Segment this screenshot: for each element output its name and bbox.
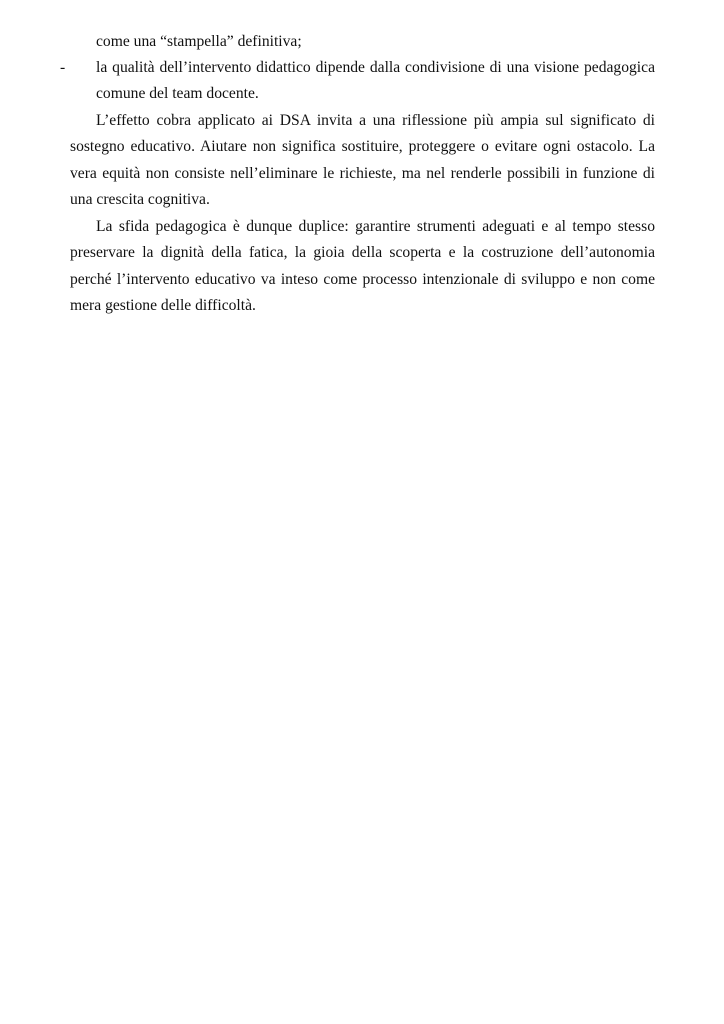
paragraph-line: sostegno educativo. Aiutare non significa sostituire, proteggere o evitare ogni ostacolo. La	[70, 138, 655, 155]
paragraph-line: La sfida pedagogica è dunque duplice: garantire strumenti adeguati e al tempo stesso	[96, 218, 655, 235]
bullet-marker: -	[60, 59, 66, 76]
paragraph-line: perché l’intervento educativo va inteso come processo intenzionale di sviluppo e non come	[70, 271, 655, 288]
paragraph-line: preservare la dignità della fatica, la gioia della scoperta e la costruzione dell’autonomia	[70, 244, 655, 261]
paragraph-line: vera equità non consiste nell’eliminare le richieste, ma nel renderle possibili in funzione di	[70, 165, 655, 182]
paragraph-line: mera gestione delle difficoltà.	[70, 297, 256, 314]
paragraph-line: una crescita cognitiva.	[70, 191, 210, 208]
list-item-continuation: come una “stampella” definitiva;	[96, 33, 302, 50]
list-item-line: la qualità dell’intervento didattico dipende dalla condivisione di una visione pedagogica	[96, 59, 655, 76]
list-item-line: comune del team docente.	[96, 85, 259, 102]
paragraph-line: L’effetto cobra applicato ai DSA invita a una riflessione più ampia sul significato di	[96, 112, 655, 129]
